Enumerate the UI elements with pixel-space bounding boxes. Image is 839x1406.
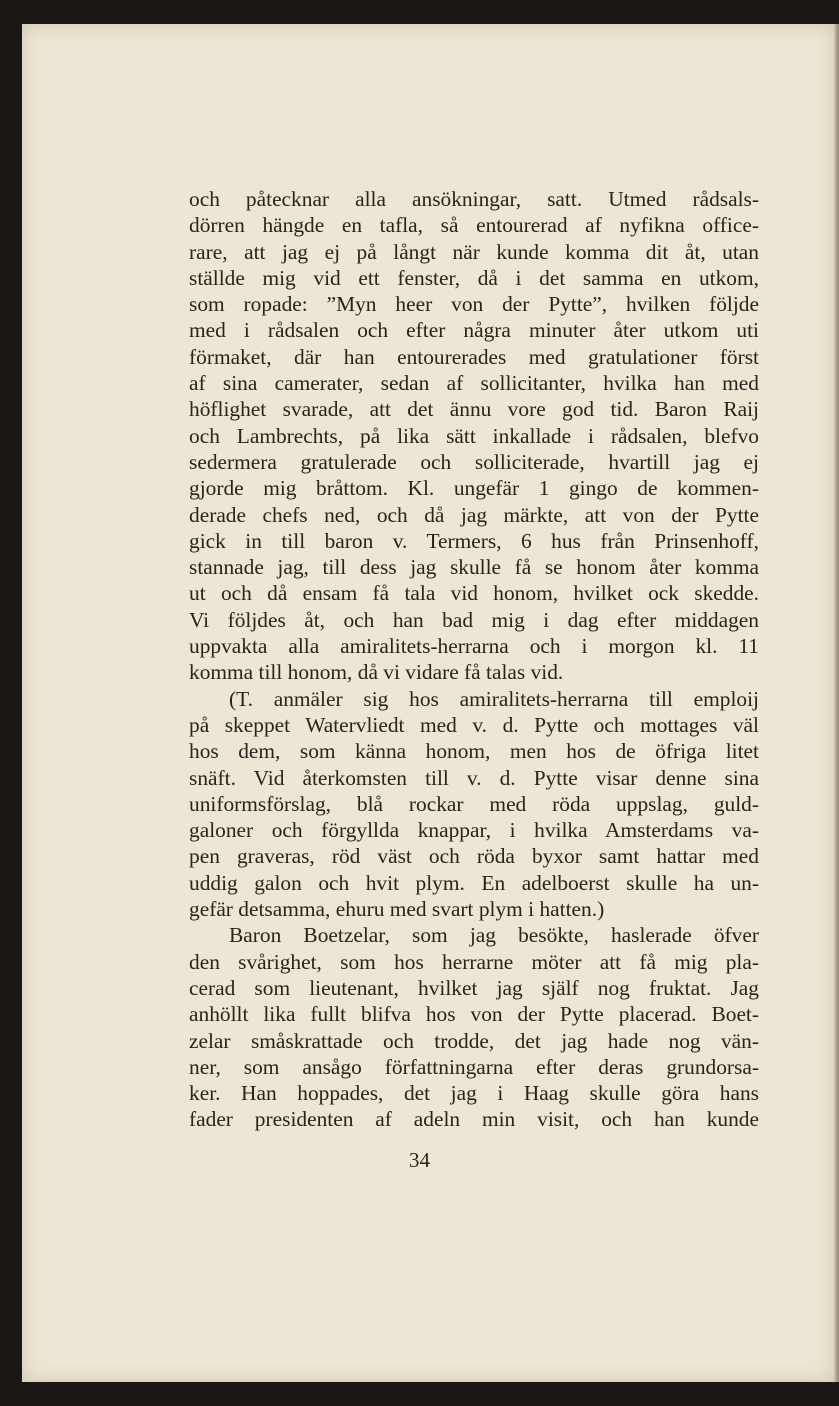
text-line: ställde mig vid ett fenster, då i det samma en utkom,	[189, 265, 759, 290]
text-line: uppvakta alla amiralitets-herrarna och i morgon kl. 11	[189, 634, 759, 659]
text-line: anhöllt lika fullt blifva hos von der Pytte placerad. Boet-	[189, 1002, 759, 1027]
text-line: stannade jag, till dess jag skulle få se honom åter komma	[189, 555, 759, 580]
text-line: förmaket, där han entourerades med gratulationer först	[189, 344, 759, 369]
text-line: dörren hängde en tafla, så entourerad af nyfikna office-	[189, 213, 759, 238]
text-line: (T. anmäler sig hos amiralitets-herrarna till emploij	[229, 686, 759, 711]
text-line: galoner och förgyllda knappar, i hvilka Amsterdams va-	[189, 818, 759, 843]
text-line: uddig galon och hvit plym. En adelboerst skulle ha un-	[189, 870, 759, 895]
text-line: ker. Han hoppades, det jag i Haag skulle göra hans	[189, 1081, 759, 1106]
text-line: komma till honom, då vi vidare få talas vid.	[189, 660, 564, 685]
page-number: 34	[409, 1148, 430, 1172]
text-line: ut och då ensam få tala vid honom, hvilket ock skedde.	[189, 581, 759, 606]
text-line: pen graveras, röd väst och röda byxor samt hattar med	[189, 844, 759, 869]
text-line: höflighet svarade, att det ännu vore god tid. Baron Raij	[189, 397, 759, 422]
text-line: som ropade: ”Myn heer von der Pytte”, hvilken följde	[189, 292, 759, 317]
text-line: fader presidenten af adeln min visit, och han kunde	[189, 1107, 759, 1132]
text-line: sedermera gratulerade och solliciterade, hvartill jag ej	[189, 449, 759, 474]
text-line: gjorde mig bråttom. Kl. ungefär 1 gingo de kommen-	[189, 476, 759, 501]
text-line: Vi följdes åt, och han bad mig i dag efter middagen	[189, 607, 759, 632]
text-line: den svårighet, som hos herrarne möter att få mig pla-	[189, 949, 759, 974]
text-line: af sina camerater, sedan af sollicitanter, hvilka han med	[189, 371, 759, 396]
text-line: gick in till baron v. Termers, 6 hus från Prinsenhoff,	[189, 528, 759, 553]
text-line: och Lambrechts, på lika sätt inkallade i rådsalen, blefvo	[189, 423, 759, 448]
text-line: gefär detsamma, ehuru med svart plym i hatten.)	[189, 897, 605, 922]
text-line: Baron Boetzelar, som jag besökte, haslerade öfver	[229, 923, 759, 948]
text-line: hos dem, som känna honom, men hos de öfriga litet	[189, 739, 759, 764]
text-line: och påtecknar alla ansökningar, satt. Utmed rådsals-	[189, 187, 759, 211]
text-line: ner, som ansågo författningarna efter deras grundorsa-	[189, 1054, 759, 1079]
body-text	[189, 186, 759, 1133]
text-line: zelar småskrattade och trodde, det jag hade nog vän-	[189, 1028, 759, 1053]
text-line: uniformsförslag, blå rockar med röda uppslag, guld-	[189, 791, 759, 816]
text-line: på skeppet Watervliedt med v. d. Pytte och mottages väl	[189, 712, 759, 737]
text-line: snäft. Vid återkomsten till v. d. Pytte visar denne sina	[189, 765, 759, 790]
text-line: med i rådsalen och efter några minuter åter utkom uti	[189, 318, 759, 343]
text-line: cerad som lieutenant, hvilket jag själf nog fruktat. Jag	[189, 975, 759, 1000]
text-line: derade chefs ned, och då jag märkte, att von der Pytte	[189, 502, 759, 527]
text-line: rare, att jag ej på långt när kunde komma dit åt, utan	[189, 239, 759, 264]
page-edge	[834, 24, 839, 1382]
